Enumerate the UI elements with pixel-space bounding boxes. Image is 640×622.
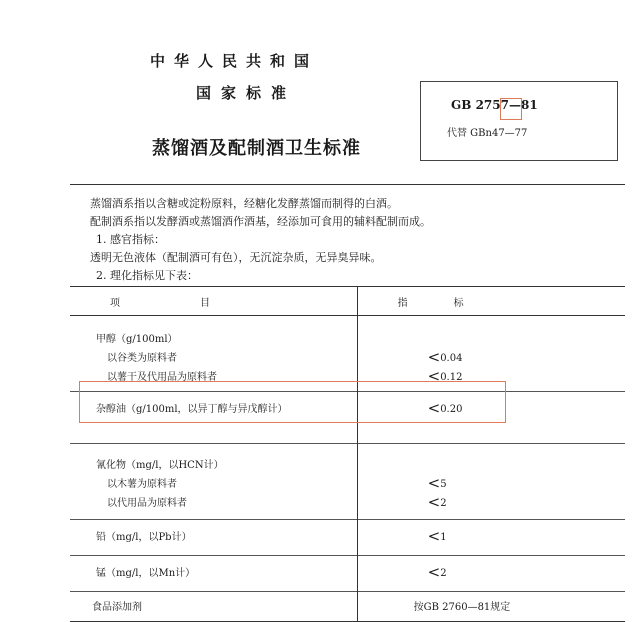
standard-code-number: GB 2757—81 <box>451 98 538 112</box>
col-header-item: 项目 <box>70 287 357 316</box>
intro-paragraph-1: 蒸馏酒系指以含糖或淀粉原料，经糖化发酵蒸馏而制得的白酒。 <box>90 197 398 210</box>
section-1-body: 透明无色液体（配制酒可有色），无沉淀杂质，无异臭异味。 <box>90 251 382 264</box>
table-row-lead <box>70 520 625 556</box>
manganese-label: 锰（mg/l，以Mn计） <box>96 568 196 579</box>
manganese-value: 2 <box>440 568 447 579</box>
fusel-oil-value: 0.20 <box>440 404 463 415</box>
fusel-oil-label: 杂醇油（g/100ml，以异丁醇与异戊醇计） <box>96 404 288 415</box>
intro-paragraph-2: 配制酒系指以发酵酒或蒸馏酒作酒基，经添加可食用的辅料配制而成。 <box>90 215 431 228</box>
section-2-title: 2. 理化指标见下表： <box>96 269 198 282</box>
additives-value: 按GB 2760—81规定 <box>413 602 511 613</box>
methanol-sub2-value: 0.12 <box>440 372 463 383</box>
lead-label: 铅（mg/l，以Pb计） <box>96 532 192 543</box>
additives-label: 食品添加剂 <box>92 602 142 613</box>
methanol-sub2-symbol: < <box>427 367 441 385</box>
document-title: 蒸馏酒及配制酒卫生标准 <box>152 138 361 159</box>
fusel-oil-highlight-box <box>79 381 506 423</box>
fusel-oil-symbol: < <box>427 399 441 417</box>
code-highlight-box <box>500 98 522 120</box>
lead-symbol: < <box>427 527 441 545</box>
methanol-sub1-value: 0.04 <box>440 353 463 364</box>
col-header-index: 指标 <box>357 287 625 316</box>
cyanide-label: 氰化物（mg/l，以HCN计） <box>96 460 224 471</box>
methanol-sub1-label: 以谷类为原料者 <box>107 353 177 364</box>
replaces-code: 代替 GBn47—77 <box>447 128 528 139</box>
header-divider <box>70 184 625 185</box>
standard-code-box <box>420 81 618 161</box>
table-header-row <box>70 287 625 316</box>
country-name: 中华人民共和国 <box>150 52 319 70</box>
cyanide-sub2-label: 以代用品为原料者 <box>107 498 187 509</box>
cyanide-sub2-symbol: < <box>427 493 441 511</box>
manganese-symbol: < <box>427 563 441 581</box>
standard-type: 国家标准 <box>196 84 297 102</box>
lead-value: 1 <box>440 532 447 543</box>
specification-table <box>70 286 625 622</box>
cyanide-sub2-value: 2 <box>440 498 447 509</box>
cyanide-sub1-label: 以木薯为原料者 <box>107 479 177 490</box>
table-row-cyanide <box>70 444 625 520</box>
section-1-title: 1. 感官指标： <box>96 233 165 246</box>
table-row-manganese <box>70 556 625 592</box>
cyanide-sub1-symbol: < <box>427 474 441 492</box>
cyanide-sub1-value: 5 <box>440 479 447 490</box>
methanol-label: 甲醇（g/100ml） <box>96 334 178 345</box>
methanol-sub1-symbol: < <box>427 348 441 366</box>
table-row-additives <box>70 592 625 622</box>
methanol-sub2-label: 以薯干及代用品为原料者 <box>107 372 217 383</box>
